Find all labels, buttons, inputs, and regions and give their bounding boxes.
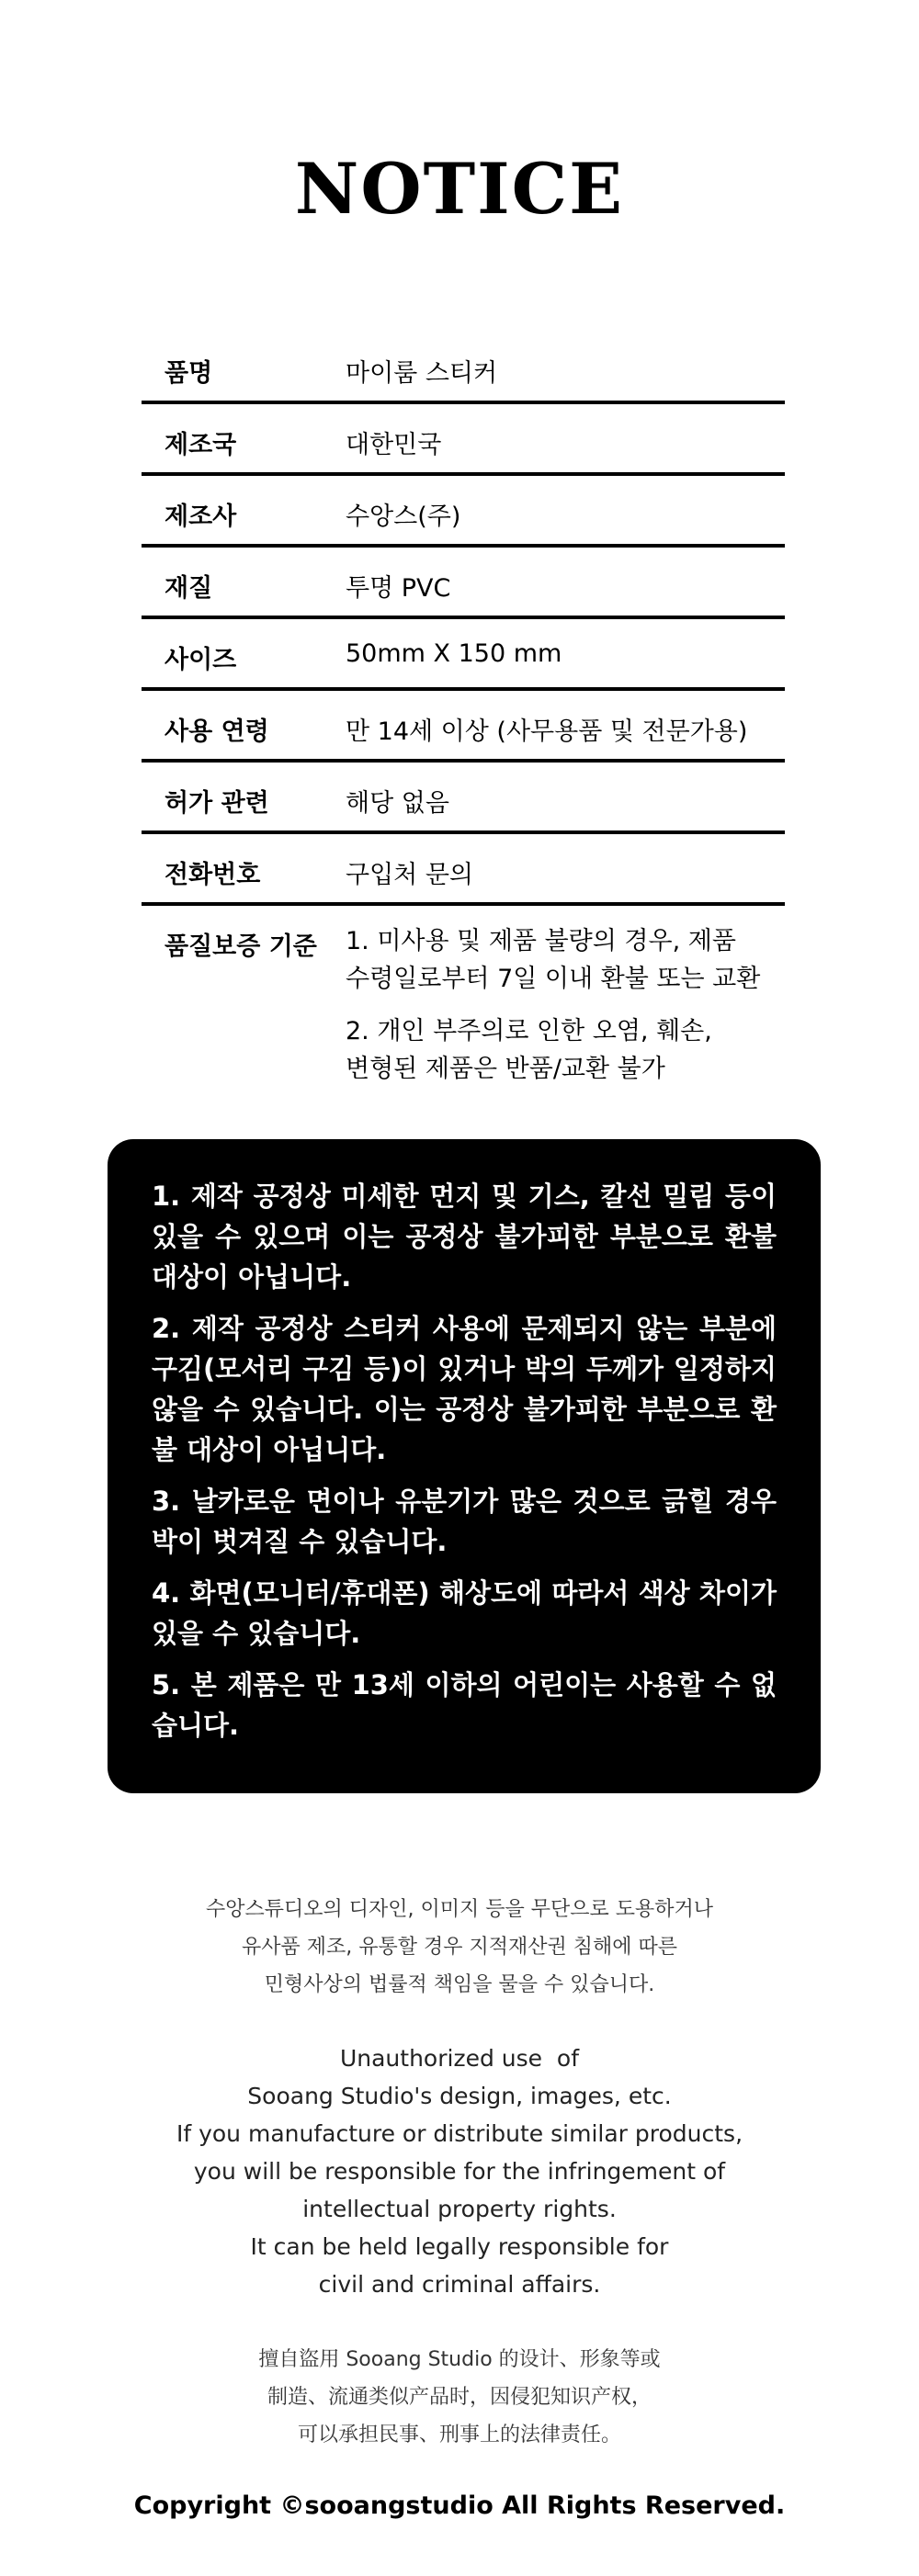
footer-line: 可以承担民事、刑事上的法律责任。	[297, 2423, 621, 2446]
spec-label: 재질	[165, 574, 213, 603]
quality-text	[346, 922, 760, 1102]
spec-label: 허가 관련	[165, 789, 269, 818]
notice-item: 5. 본 제품은 만 13세 이하의 어린이는 사용할 수 없습니다.	[152, 1669, 777, 1741]
footer-line: 유사품 제조, 유통할 경우 지적재산권 침해에 따른	[242, 1936, 677, 1959]
spec-label: 사용 연령	[165, 717, 269, 746]
footer-line: you will be responsible for the infringement of	[193, 2158, 726, 2185]
spec-label: 품명	[165, 359, 213, 388]
copyright-notice-english	[0, 2039, 919, 2303]
quality-item-1-line-1: 1. 미사용 및 제품 불량의 경우, 제품	[346, 927, 736, 955]
notice-item: 4. 화면(모니터/휴대폰) 해상도에 따라서 색상 차이가 있을 수 있습니다.	[152, 1577, 777, 1649]
spec-value: 마이룸 스티커	[346, 359, 498, 388]
spec-row-country	[142, 404, 785, 476]
spec-row-product-name	[142, 333, 785, 404]
spec-value: 수앙스(주)	[346, 503, 461, 531]
spec-row-material	[142, 548, 785, 619]
footer-line: Unauthorized use of	[339, 2045, 580, 2072]
spec-value: 해당 없음	[346, 789, 449, 818]
copyright-notice-korean	[0, 1891, 919, 2004]
notice-item: 3. 날카로운 면이나 유분기가 많은 것으로 긁힐 경우 박이 벗겨질 수 있습니다.	[152, 1486, 777, 1557]
footer-line: It can be held legally responsible for	[250, 2233, 669, 2260]
spec-row-phone	[142, 834, 785, 906]
spec-label: 사이즈	[165, 646, 237, 674]
spec-label: 전화번호	[165, 861, 261, 889]
copyright-notice-chinese	[0, 2341, 919, 2454]
spec-label: 제조국	[165, 431, 237, 459]
footer-line: civil and criminal affairs.	[318, 2271, 601, 2298]
spec-row-manufacturer	[142, 476, 785, 548]
spec-value: 대한민국	[346, 431, 442, 459]
copyright-line: Copyright ©sooangstudio All Rights Reserved.	[133, 2491, 786, 2520]
spec-table	[142, 333, 785, 1090]
quality-item-1	[346, 922, 760, 998]
spec-value: 구입처 문의	[346, 861, 473, 889]
notice-box	[108, 1139, 821, 1793]
footer-line: Sooang Studio's design, images, etc.	[247, 2083, 672, 2109]
footer-line: 민형사상의 법률적 책임을 물을 수 있습니다.	[264, 1973, 655, 1996]
footer-line: 수앙스튜디오의 디자인, 이미지 등을 무단으로 도용하거나	[205, 1898, 713, 1921]
spec-value: 만 14세 이상 (사무용품 및 전문가용)	[346, 717, 748, 746]
quality-item-1-line-2: 수령일로부터 7일 이내 환불 또는 교환	[346, 965, 761, 993]
spec-value: 투명 PVC	[346, 574, 451, 603]
footer-line: intellectual property rights.	[302, 2196, 617, 2222]
spec-row-quality	[142, 906, 785, 1090]
page-title: NOTICE	[294, 148, 625, 230]
spec-row-permit	[142, 763, 785, 834]
notice-item: 2. 제작 공정상 스티커 사용에 문제되지 않는 부분에 구김(모서리 구김 등)이 있거나 박의 두께가 일정하지 않을 수 있습니다. 이는 공정상 불가피한 부분으로 환불 대상이 아닙니다.	[152, 1313, 777, 1465]
footer-line: If you manufacture or distribute similar products,	[176, 2120, 743, 2147]
footer-line: 擅自盜用 Sooang Studio 的设计、形象等或	[258, 2348, 661, 2371]
quality-item-2	[346, 1012, 760, 1088]
spec-value: 50mm X 150 mm	[346, 639, 562, 668]
notice-item: 1. 제작 공정상 미세한 먼지 및 기스, 칼선 밀림 등이 있을 수 있으며 이는 공정상 불가피한 부분으로 환불 대상이 아닙니다.	[152, 1181, 777, 1293]
quality-item-2-line-2: 변형된 제품은 반품/교환 불가	[346, 1055, 665, 1083]
spec-row-age	[142, 691, 785, 763]
spec-label: 품질보증 기준	[165, 932, 317, 961]
spec-label: 제조사	[165, 503, 237, 531]
footer-line: 制造、流通类似产品时，因侵犯知识产权，	[267, 2386, 652, 2409]
quality-item-2-line-1: 2. 개인 부주의로 인한 오염, 훼손,	[346, 1017, 712, 1045]
spec-row-size	[142, 619, 785, 691]
